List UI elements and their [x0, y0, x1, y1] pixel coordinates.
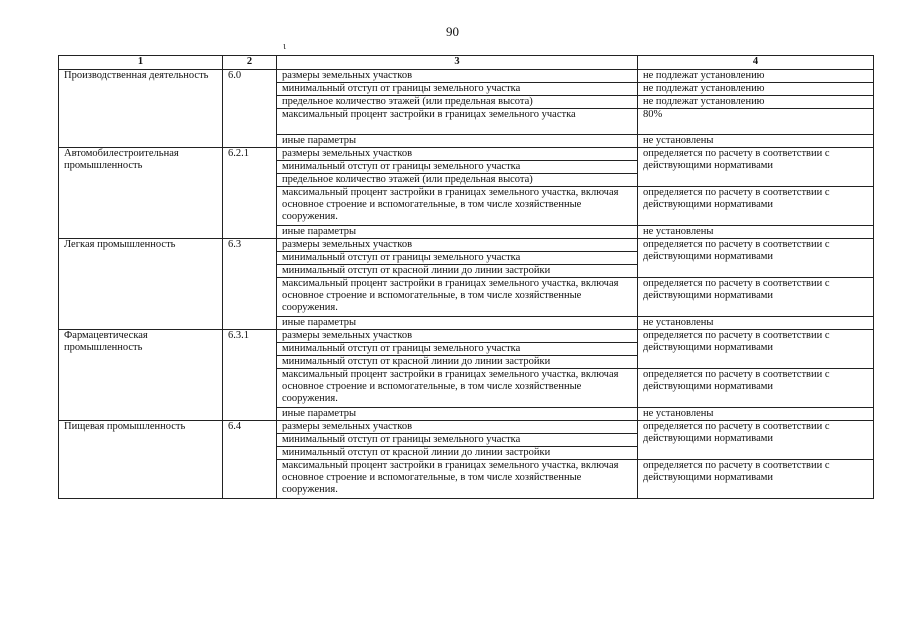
value-cell: определяется по расчету в соответствии с действующими нормативами [638, 460, 874, 499]
value-cell: не установлены [638, 317, 874, 330]
parameter-cell: размеры земельных участков [277, 330, 638, 343]
parameter-cell: минимальный отступ от границы земельного участка [277, 252, 638, 265]
header-col-2: 2 [223, 56, 277, 70]
parameter-cell: предельное количество этажей (или предельная высота) [277, 174, 638, 187]
group-code: 6.2.1 [223, 148, 277, 239]
group-name: Фармацевтическая промышленность [59, 330, 223, 421]
value-cell: не подлежат установлению [638, 70, 874, 83]
header-col-3: 3 [277, 56, 638, 70]
parameter-cell: минимальный отступ от границы земельного участка [277, 83, 638, 96]
value-cell: определяется по расчету в соответствии с действующими нормативами [638, 278, 874, 317]
value-cell: определяется по расчету в соответствии с действующими нормативами [638, 148, 874, 187]
parameter-cell: максимальный процент застройки в границах земельного участка, включая основное строение и вспомогательные, в том числе хозяйственные сооружения. [277, 278, 638, 317]
value-cell: 80% [638, 109, 874, 135]
group-name: Пищевая промышленность [59, 421, 223, 499]
value-cell: не установлены [638, 226, 874, 239]
value-cell: определяется по расчету в соответствии с действующими нормативами [638, 421, 874, 460]
scan-mark: ɩ [283, 40, 286, 52]
table-body [59, 70, 874, 499]
parameter-cell: размеры земельных участков [277, 148, 638, 161]
parameter-cell: максимальный процент застройки в границах земельного участка [277, 109, 638, 135]
group-name: Автомобилестроительная промышленность [59, 148, 223, 239]
header-col-1: 1 [59, 56, 223, 70]
parameter-cell: минимальный отступ от границы земельного участка [277, 161, 638, 174]
parameter-cell: иные параметры [277, 317, 638, 330]
parameter-cell: иные параметры [277, 135, 638, 148]
table-row [59, 330, 874, 343]
parameter-cell: предельное количество этажей (или предельная высота) [277, 96, 638, 109]
parameter-cell: размеры земельных участков [277, 70, 638, 83]
table-row [59, 148, 874, 161]
value-cell: не установлены [638, 135, 874, 148]
value-cell: не установлены [638, 408, 874, 421]
parameter-cell: минимальный отступ от красной линии до линии застройки [277, 447, 638, 460]
parameter-cell: минимальный отступ от границы земельного участка [277, 343, 638, 356]
parameter-cell: размеры земельных участков [277, 239, 638, 252]
value-cell: не подлежат установлению [638, 96, 874, 109]
parameter-cell: размеры земельных участков [277, 421, 638, 434]
parameter-cell: минимальный отступ от красной линии до линии застройки [277, 356, 638, 369]
header-col-4: 4 [638, 56, 874, 70]
group-code: 6.3.1 [223, 330, 277, 421]
table-row [59, 70, 874, 83]
table-row [59, 421, 874, 434]
value-cell: определяется по расчету в соответствии с действующими нормативами [638, 369, 874, 408]
parameter-cell: минимальный отступ от границы земельного участка [277, 434, 638, 447]
group-code: 6.0 [223, 70, 277, 148]
value-cell: определяется по расчету в соответствии с действующими нормативами [638, 187, 874, 226]
header-row [59, 56, 874, 70]
parameter-cell: минимальный отступ от красной линии до линии застройки [277, 265, 638, 278]
parameter-cell: максимальный процент застройки в границах земельного участка, включая основное строение и вспомогательные, в том числе хозяйственные сооружения. [277, 187, 638, 226]
page-number: 90 [446, 24, 459, 39]
value-cell: определяется по расчету в соответствии с действующими нормативами [638, 239, 874, 278]
value-cell: определяется по расчету в соответствии с действующими нормативами [638, 330, 874, 369]
value-cell: не подлежат установлению [638, 83, 874, 96]
group-name: Производственная деятельность [59, 70, 223, 148]
parameter-cell: иные параметры [277, 408, 638, 421]
parameter-cell: максимальный процент застройки в границах земельного участка, включая основное строение и вспомогательные, в том числе хозяйственные сооружения. [277, 460, 638, 499]
parameter-cell: иные параметры [277, 226, 638, 239]
group-name: Легкая промышленность [59, 239, 223, 330]
group-code: 6.3 [223, 239, 277, 330]
regulations-table [58, 55, 874, 499]
table-row [59, 239, 874, 252]
group-code: 6.4 [223, 421, 277, 499]
parameter-cell: максимальный процент застройки в границах земельного участка, включая основное строение и вспомогательные, в том числе хозяйственные сооружения. [277, 369, 638, 408]
